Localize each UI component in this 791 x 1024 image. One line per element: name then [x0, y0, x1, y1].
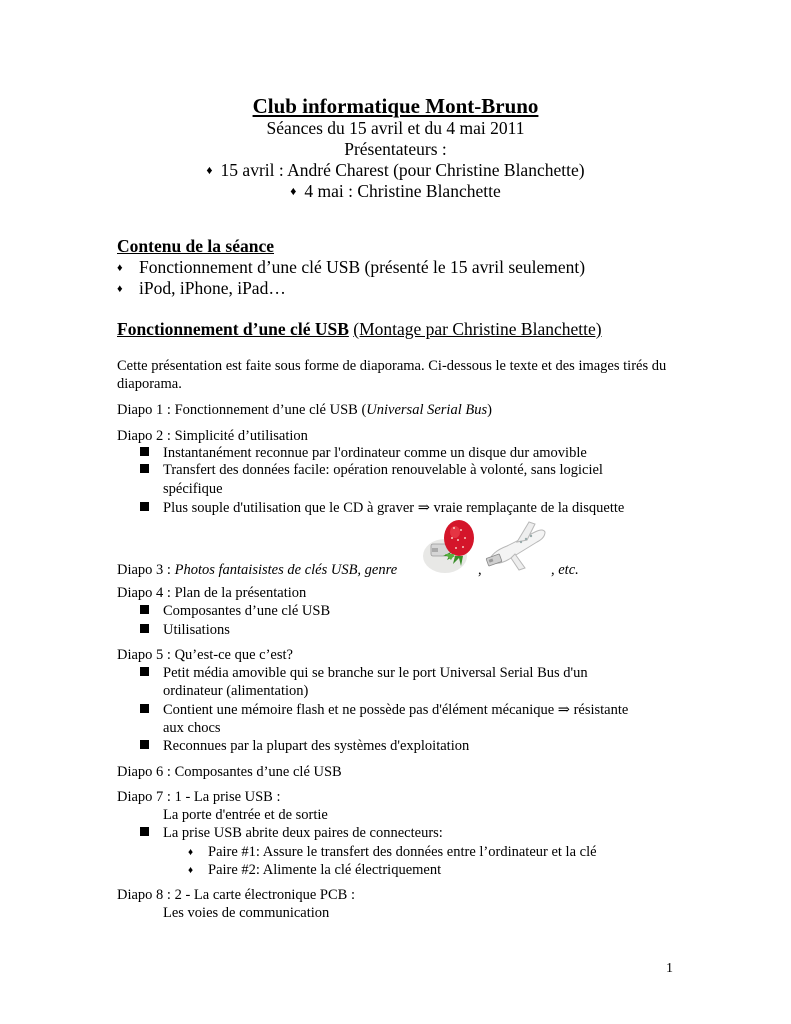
diamond-bullet-icon: ♦ — [117, 262, 123, 274]
diamond-bullet-icon: ♦ — [206, 163, 213, 177]
sub-list-item: ♦ Paire #2: Alimente la clé électriquement — [188, 862, 442, 878]
diapo-3: Diapo 3 : Photos fantaisistes de clés USB, genre — [117, 562, 398, 578]
diamond-bullet-icon: ♦ — [188, 847, 194, 858]
square-bullet-icon — [140, 624, 149, 633]
list-item: Transfert des données facile: opération renouvelable à volonté, sans logiciel — [140, 461, 603, 479]
square-bullet-icon — [140, 740, 149, 749]
sessions-line: Séances du 15 avril et du 4 mai 2011 — [266, 118, 525, 138]
presenter-1: 15 avril : André Charest (pour Christine Blanchette) — [220, 160, 585, 180]
document-header — [0, 94, 791, 202]
square-bullet-icon — [140, 447, 149, 456]
diamond-bullet-icon: ♦ — [290, 184, 297, 198]
list-item: Reconnues par la plupart des systèmes d'exploitation — [140, 737, 469, 755]
diapo-7-title: Diapo 7 : 1 - La prise USB : — [117, 789, 281, 805]
list-item-continuation: ordinateur (alimentation) — [163, 683, 309, 699]
diapo-4-title: Diapo 4 : Plan de la présentation — [117, 585, 307, 601]
page-title: Club informatique Mont-Bruno — [252, 94, 539, 118]
diamond-bullet-icon: ♦ — [188, 865, 194, 876]
list-item-continuation: aux chocs — [163, 720, 221, 736]
presenter-line-1 — [0, 160, 791, 181]
list-item: Utilisations — [140, 621, 230, 639]
diapo-1: Diapo 1 : Fonctionnement d’une clé USB (Universal Serial Bus) — [117, 402, 492, 418]
diapo-7-subtitle: La porte d'entrée et de sortie — [163, 807, 328, 823]
presenter-2: 4 mai : Christine Blanchette — [304, 181, 501, 201]
diapo-2-title: Diapo 2 : Simplicité d’utilisation — [117, 428, 308, 444]
contents-heading: Contenu de la séance — [117, 236, 275, 256]
diamond-bullet-icon: ♦ — [117, 283, 123, 295]
presenter-line-2 — [0, 181, 791, 202]
diapo-6-title: Diapo 6 : Composantes d’une clé USB — [117, 764, 342, 780]
list-item: Petit média amovible qui se branche sur le port Universal Serial Bus d'un — [140, 664, 588, 682]
page-number: 1 — [666, 961, 673, 976]
diapo-5-title: Diapo 5 : Qu’est-ce que c’est? — [117, 647, 293, 663]
intro-paragraph: Cette présentation est faite sous forme de diaporama. Ci-dessous le texte et des images tirés du diaporama. — [117, 358, 667, 392]
square-bullet-icon — [140, 605, 149, 614]
square-bullet-icon — [140, 464, 149, 473]
square-bullet-icon — [140, 667, 149, 676]
square-bullet-icon — [140, 704, 149, 713]
list-item: Contient une mémoire flash et ne possède pas d'élément mécanique ⇒ résistante — [140, 701, 628, 719]
diapo-3-end: , etc. — [551, 562, 579, 578]
diapo-8-subtitle: Les voies de communication — [163, 905, 330, 921]
implies-arrow-icon: ⇒ — [417, 500, 430, 516]
list-item-continuation: spécifique — [163, 481, 223, 497]
section-heading: Fonctionnement d’une clé USB (Montage par Christine Blanchette) — [117, 319, 602, 339]
airplane-usb-icon — [485, 518, 550, 576]
sub-list-item: ♦ Paire #1: Assure le transfert des données entre l’ordinateur et la clé — [188, 844, 597, 860]
diapo-8-title: Diapo 8 : 2 - La carte électronique PCB : — [117, 887, 355, 903]
strawberry-usb-image — [421, 516, 481, 576]
contents-item: ♦ iPod, iPhone, iPad… — [117, 278, 286, 298]
airplane-usb-image — [485, 518, 550, 576]
list-item: La prise USB abrite deux paires de connecteurs: — [140, 824, 443, 842]
contents-item: ♦ Fonctionnement d’une clé USB (présenté le 15 avril seulement) — [117, 257, 586, 277]
strawberry-usb-icon — [421, 516, 481, 576]
list-item: Composantes d’une clé USB — [140, 602, 330, 620]
list-item: Plus souple d'utilisation que le CD à graver ⇒ vraie remplaçante de la disquette — [140, 499, 624, 517]
square-bullet-icon — [140, 502, 149, 511]
diapo-3-separator: , — [478, 562, 482, 578]
square-bullet-icon — [140, 827, 149, 836]
implies-arrow-icon: ⇒ — [557, 702, 570, 718]
list-item: Instantanément reconnue par l'ordinateur comme un disque dur amovible — [140, 444, 587, 462]
presenters-label: Présentateurs : — [344, 139, 447, 159]
